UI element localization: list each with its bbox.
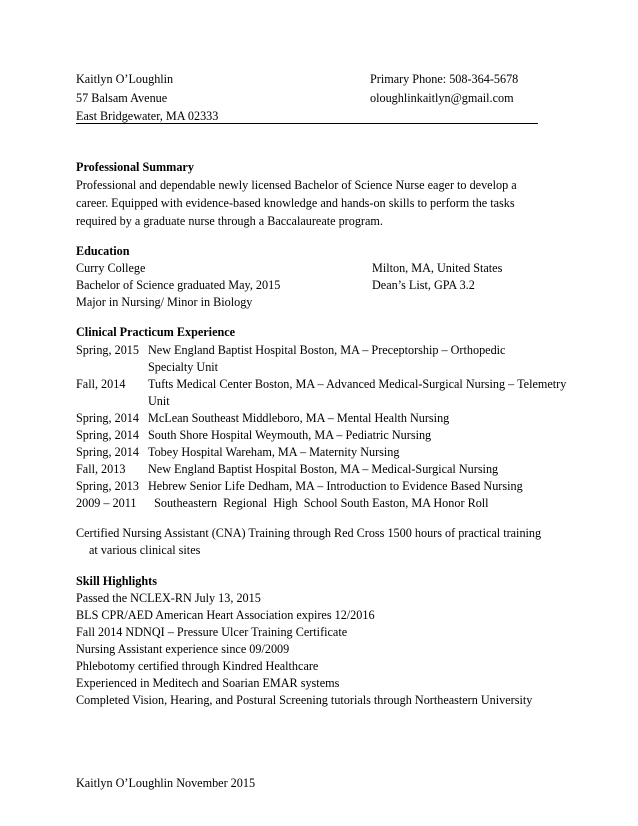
school-location: Milton, MA, United States [372,261,503,275]
skills-heading: Skill Highlights [76,574,157,588]
clinical-date: Spring, 2014 [76,445,139,459]
clinical-description: New England Baptist Hospital Boston, MA – Preceptorship – Orthopedic [148,343,506,357]
honors: Dean’s List, GPA 3.2 [372,278,475,292]
school-name: Curry College [76,261,146,275]
skill-item: Passed the NCLEX-RN July 13, 2015 [76,591,261,605]
clinical-description-continued: Unit [148,394,170,408]
skill-item: Nursing Assistant experience since 09/2009 [76,642,290,656]
header-divider [76,123,538,124]
clinical-date: Fall, 2014 [76,377,126,391]
primary-phone: Primary Phone: 508-364-5678 [370,72,519,86]
degree: Bachelor of Science graduated May, 2015 [76,278,281,292]
applicant-name: Kaitlyn O’Loughlin [76,72,174,86]
clinical-date: Spring, 2013 [76,479,139,493]
cna-training-line-continued: at various clinical sites [89,543,201,557]
summary-line: required by a graduate nurse through a Baccalaureate program. [76,214,383,228]
clinical-description: New England Baptist Hospital Boston, MA – Medical-Surgical Nursing [148,462,499,476]
city-state-zip: East Bridgewater, MA 02333 [76,109,219,123]
clinical-date: Spring, 2015 [76,343,139,357]
clinical-date: Spring, 2014 [76,428,139,442]
major-minor: Major in Nursing/ Minor in Biology [76,295,253,309]
page-footer: Kaitlyn O’Loughlin November 2015 [76,776,256,790]
clinical-date: 2009 – 2011 [76,496,137,510]
skill-item: Experienced in Meditech and Soarian EMAR systems [76,676,340,690]
clinical-description: South Shore Hospital Weymouth, MA – Pediatric Nursing [148,428,432,442]
skill-item: Phlebotomy certified through Kindred Healthcare [76,659,319,673]
street-address: 57 Balsam Avenue [76,91,168,105]
summary-line: Professional and dependable newly licensed Bachelor of Science Nurse eager to develop a [76,178,517,192]
cna-training-line: Certified Nursing Assistant (CNA) Training through Red Cross 1500 hours of practical training [76,526,542,540]
clinical-description: Tobey Hospital Wareham, MA – Maternity Nursing [148,445,400,459]
clinical-description: Hebrew Senior Life Dedham, MA – Introduction to Evidence Based Nursing [148,479,523,493]
skill-item: Fall 2014 NDNQI – Pressure Ulcer Training Certificate [76,625,348,639]
clinical-description: Tufts Medical Center Boston, MA – Advanced Medical-Surgical Nursing – Telemetry [148,377,567,391]
clinical-date: Spring, 2014 [76,411,139,425]
clinical-date: Fall, 2013 [76,462,126,476]
clinical-description-continued: Specialty Unit [148,360,219,374]
summary-heading: Professional Summary [76,160,194,174]
education-heading: Education [76,244,130,258]
skill-item: BLS CPR/AED American Heart Association expires 12/2016 [76,608,375,622]
summary-line: career. Equipped with evidence-based knowledge and hands-on skills to perform the tasks [76,196,515,210]
skill-item: Completed Vision, Hearing, and Postural Screening tutorials through Northeastern University [76,693,533,707]
email-address: oloughlinkaitlyn@gmail.com [370,91,514,105]
clinical-description: McLean Southeast Middleboro, MA – Mental Health Nursing [148,411,450,425]
clinical-heading: Clinical Practicum Experience [76,325,236,339]
clinical-description: Southeastern Regional High School South Easton, MA Honor Roll [148,496,489,510]
